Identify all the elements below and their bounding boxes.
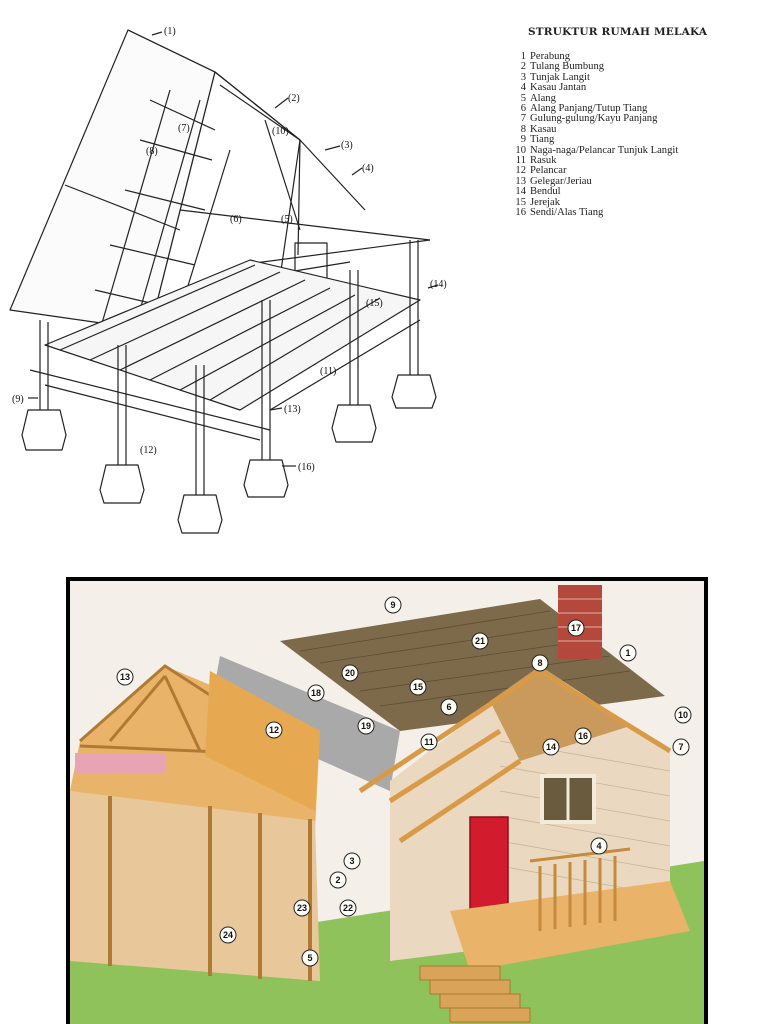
photo-callout: 11	[424, 737, 434, 747]
photo-callout: 12	[268, 725, 280, 735]
photo-callout: 15	[412, 682, 424, 692]
photo-callout: 23	[296, 903, 308, 913]
legend-item: 12 Pelancar	[515, 165, 567, 177]
legend-item: 3 Tunjak Langit	[520, 71, 590, 83]
drawing-callout-11: (11)	[320, 366, 337, 377]
photo-callout: 7	[678, 742, 684, 752]
photo-callout: 2	[335, 875, 341, 885]
photo-callout: 20	[344, 668, 356, 678]
photo-callout: 22	[342, 903, 354, 913]
drawing-callout-14: (14)	[430, 279, 447, 290]
drawing-callout-9: (9)	[12, 394, 24, 405]
legend-item: 4 Kasau Jantan	[520, 82, 587, 94]
photo-callout: 18	[310, 688, 322, 698]
photo-callout: 8	[537, 658, 543, 668]
photo-callout: 1	[625, 648, 631, 658]
legend-item: 15 Jerejak	[515, 196, 560, 208]
legend-item: 10 Naga-naga/Pelancar Tunjuk Langit	[515, 144, 679, 156]
legend-item: 2 Tulang Bumbung	[520, 61, 605, 73]
photo-callout: 21	[474, 636, 486, 646]
house-cutaway-illustration	[66, 577, 708, 1024]
legend-item: 5 Alang	[520, 92, 556, 104]
drawing-callout-8: (8)	[146, 146, 158, 157]
drawing-callout-4: (4)	[362, 163, 374, 174]
photo-callout: 13	[119, 672, 131, 682]
drawing-callout-16: (16)	[298, 462, 315, 473]
legend-title: STRUKTUR RUMAH MELAKA	[528, 26, 708, 38]
legend-item: 11 Rasuk	[515, 155, 557, 167]
photo-callout: 24	[222, 930, 234, 940]
photo-callout: 5	[307, 953, 313, 963]
photo-callout: 10	[677, 710, 689, 720]
drawing-callout-3: (3)	[341, 140, 353, 151]
photo-callout: 17	[570, 623, 582, 633]
legend-item: 16 Sendi/Alas Tiang	[515, 207, 604, 219]
legend-item: 8 Kasau	[520, 123, 557, 135]
photo-callout: 16	[577, 731, 589, 741]
photo-callout: 9	[390, 600, 396, 610]
drawing-callout-7: (7)	[178, 123, 190, 134]
drawing-callout-2: (2)	[288, 93, 300, 104]
structure-legend	[510, 26, 760, 219]
legend-list	[510, 52, 760, 219]
drawing-callout-6: (6)	[230, 214, 242, 225]
legend-item: 6 Alang Panjang/Tutup Tiang	[520, 103, 648, 115]
legend-item: 9 Tiang	[520, 134, 555, 146]
legend-item: 1 Perabung	[520, 51, 571, 62]
photo-callout: 3	[349, 856, 355, 866]
drawing-callout-1: (1)	[164, 26, 176, 37]
photo-callout: 6	[446, 702, 452, 712]
photo-callout: 4	[596, 841, 602, 851]
drawing-callout-10: (10)	[272, 126, 289, 137]
malacca-house-structure-drawing	[0, 0, 470, 545]
legend-item: 13 Gelegar/Jeriau	[515, 175, 592, 187]
drawing-callout-5: (5)	[281, 214, 293, 225]
legend-item: 7 Gulung-gulung/Kayu Panjang	[520, 113, 658, 125]
drawing-callout-13: (13)	[284, 404, 301, 415]
photo-callout: 19	[360, 721, 372, 731]
legend-item: 14 Bendul	[515, 186, 561, 198]
drawing-callout-12: (12)	[140, 445, 157, 456]
drawing-callout-15: (15)	[366, 298, 383, 309]
photo-callout: 14	[545, 742, 557, 752]
